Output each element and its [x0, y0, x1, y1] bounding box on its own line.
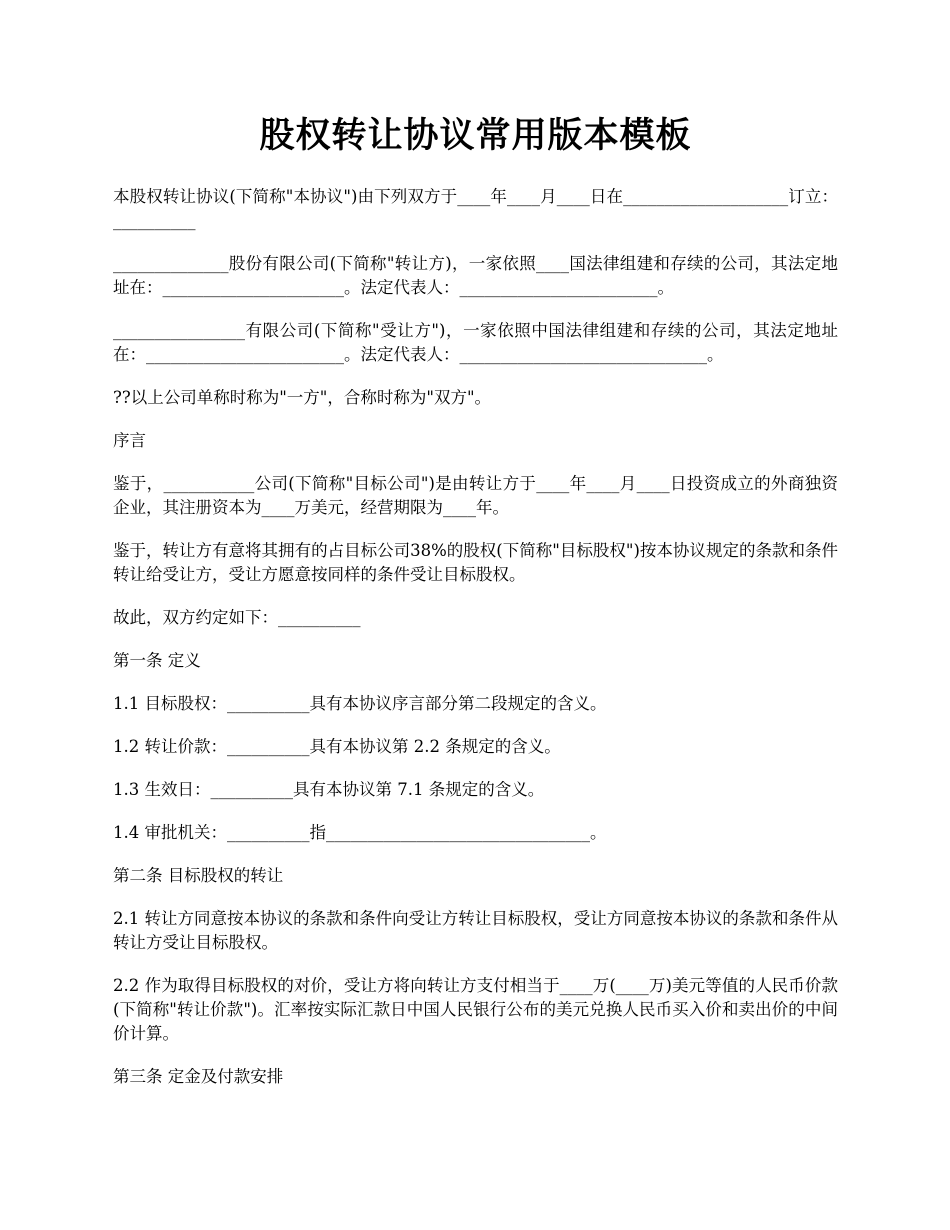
- clause-1-3: 1.3 生效日：__________具有本协议第 7.1 条规定的含义。: [113, 780, 545, 799]
- parties-note-paragraph: ??以上公司单称时称为"一方"，合称时称为"双方"。: [113, 388, 492, 407]
- whereas-paragraph-1: 鉴于，___________公司(下简称"目标公司")是由转让方于____年____月____日投资成立的外商独资企业，其注册资本为____万美元，经营期限为____年。: [113, 474, 838, 517]
- document-title: 股权转让协议常用版本模板: [259, 115, 692, 156]
- clause-1-1: 1.1 目标股权：__________具有本协议序言部分第二段规定的含义。: [113, 694, 607, 713]
- preamble-paragraph: 本股权转让协议(下简称"本协议")由下列双方于____年____月____日在____________________订立：__________: [113, 187, 838, 230]
- section-heading-preface: 序言: [113, 431, 146, 450]
- clause-2-1: 2.1 转让方同意按本协议的条款和条件向受让方转让目标股权，受让方同意按本协议的条款和条件从转让方受让目标股权。: [113, 909, 838, 952]
- transferee-paragraph: ________________有限公司(下简称"受让方")，一家依照中国法律组建和存续的公司，其法定地址在：________________________。法定代表人：______________________________。: [113, 321, 838, 364]
- article-heading-1: 第一条 定义: [113, 651, 201, 670]
- article-heading-2: 第二条 目标股权的转让: [113, 866, 284, 885]
- whereas-paragraph-2: 鉴于，转让方有意将其拥有的占目标公司38%的股权(下简称"目标股权")按本协议规定的条款和条件转让给受让方，受让方愿意按同样的条件受让目标股权。: [113, 541, 838, 584]
- clause-2-2: 2.2 作为取得目标股权的对价，受让方将向转让方支付相当于____万(____万)美元等值的人民币价款(下简称"转让价款")。汇率按实际汇款日中国人民银行公布的美元兑换人民币买入价和卖出价的中间价计算。: [113, 976, 838, 1043]
- article-heading-3: 第三条 定金及付款安排: [113, 1067, 284, 1086]
- clause-1-2: 1.2 转让价款：__________具有本协议第 2.2 条规定的含义。: [113, 737, 561, 756]
- clause-1-4: 1.4 审批机关：__________指________________________________。: [113, 823, 607, 842]
- transferor-paragraph: ______________股份有限公司(下简称"转让方)，一家依照____国法律组建和存续的公司，其法定地址在：______________________。法定代表人：________________________。: [113, 254, 838, 297]
- agreement-intro-paragraph: 故此，双方约定如下：__________: [113, 608, 361, 627]
